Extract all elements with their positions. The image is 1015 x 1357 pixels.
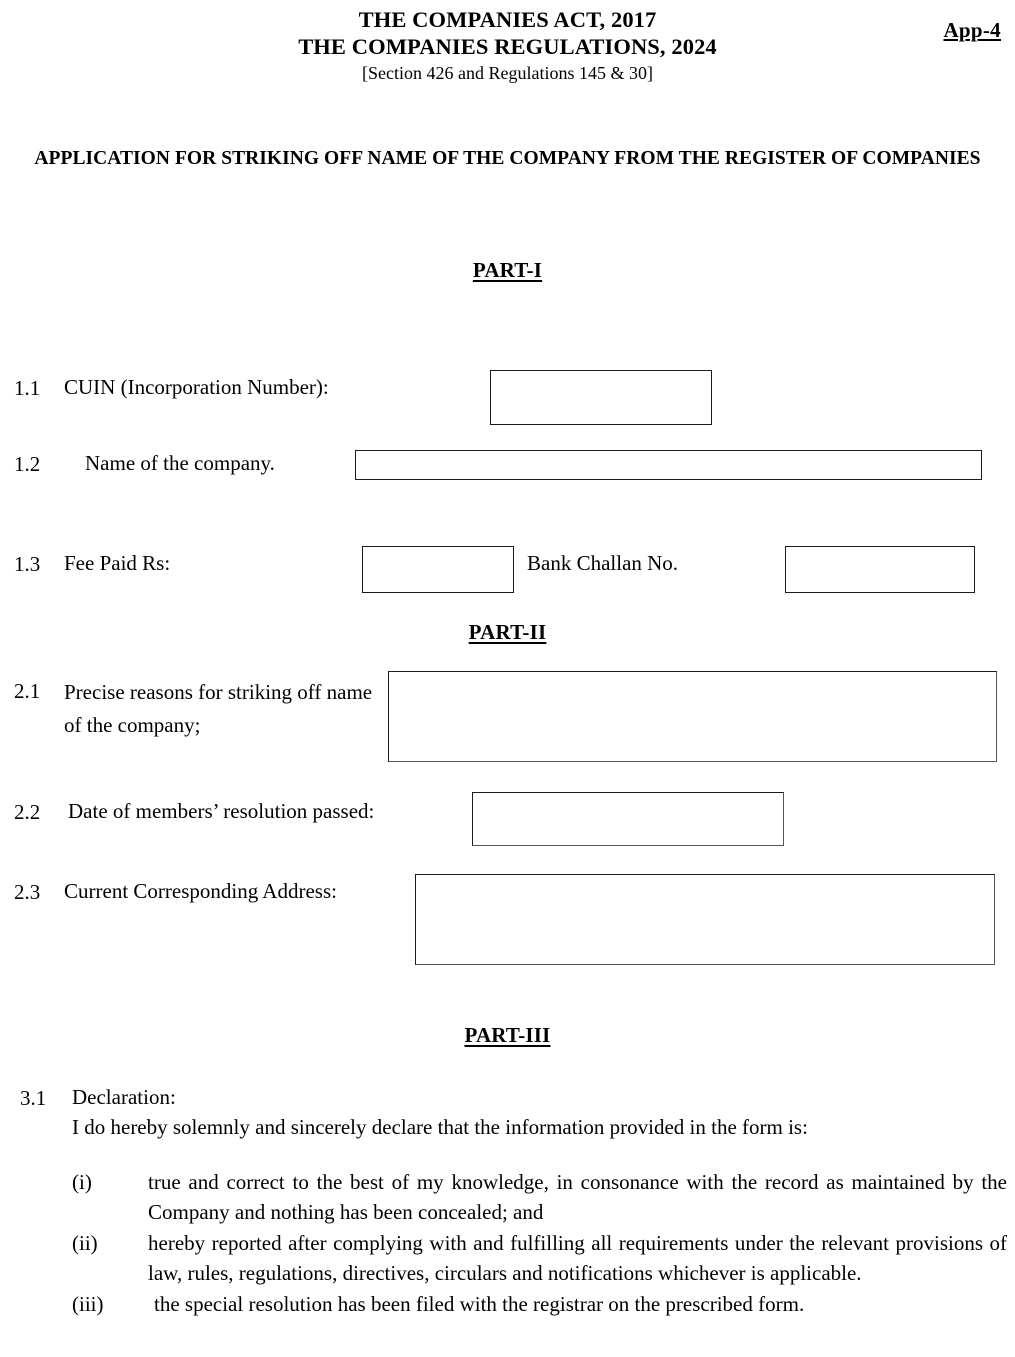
list-item-text: hereby reported after complying with and fulfilling all requirements under the relevant provisions of law, rules, regulations, directives, circulars and notifications whichever is applicable. bbox=[148, 1231, 1007, 1285]
field-label-bank-challan: Bank Challan No. bbox=[527, 551, 679, 575]
page-title: APPLICATION FOR STRIKING OFF NAME OF THE COMPANY FROM THE REGISTER OF COMPANIES bbox=[34, 148, 981, 169]
part-one-heading-text: PART-I bbox=[472, 258, 543, 282]
declaration-intro-text: I do hereby solemnly and sincerely declare that the information provided in the form is: bbox=[72, 1115, 808, 1139]
list-item bbox=[0, 1229, 1015, 1288]
field-label-cuin: CUIN (Incorporation Number): bbox=[64, 375, 329, 399]
list-item-marker: (i) bbox=[72, 1170, 92, 1194]
list-item bbox=[0, 1168, 1015, 1227]
declaration-label: Declaration: bbox=[72, 1085, 176, 1109]
field-label-current-address: Current Corresponding Address: bbox=[64, 879, 337, 903]
field-number-2-2: 2.2 bbox=[14, 800, 41, 824]
field-number-2-1: 2.1 bbox=[14, 679, 41, 703]
field-label-precise-reasons: Precise reasons for striking off name of the company; bbox=[64, 680, 373, 737]
list-item-marker: (ii) bbox=[72, 1231, 98, 1255]
part-one-heading bbox=[0, 258, 1015, 283]
field-label-fee-paid: Fee Paid Rs: bbox=[64, 551, 171, 575]
field-label-company-name: Name of the company. bbox=[85, 451, 275, 475]
list-item bbox=[0, 1290, 1015, 1320]
section-reference: [Section 426 and Regulations 145 & 30] bbox=[362, 63, 653, 83]
declaration-items-list bbox=[0, 1168, 1015, 1316]
part-three-heading-text: PART-III bbox=[464, 1023, 551, 1047]
list-item-text: the special resolution has been filed with the registrar on the prescribed form. bbox=[154, 1292, 805, 1316]
bank-challan-input[interactable] bbox=[785, 546, 975, 593]
current-address-input[interactable] bbox=[415, 874, 995, 965]
part-three-heading bbox=[0, 1023, 1015, 1048]
list-item-text: true and correct to the best of my knowledge, in consonance with the record as maintained by the Company and nothing has been concealed; and bbox=[148, 1170, 1007, 1224]
field-number-3-1: 3.1 bbox=[20, 1086, 47, 1110]
act-title: THE COMPANIES ACT, 2017 bbox=[358, 7, 657, 32]
field-number-1-2: 1.2 bbox=[14, 452, 41, 476]
part-two-heading bbox=[0, 620, 1015, 645]
precise-reasons-input[interactable] bbox=[388, 671, 997, 762]
appendix-tag: App-4 bbox=[943, 18, 1001, 42]
list-item-marker: (iii) bbox=[72, 1292, 104, 1316]
fee-paid-input[interactable] bbox=[362, 546, 514, 593]
company-name-input[interactable] bbox=[355, 450, 982, 480]
part-two-heading-text: PART-II bbox=[468, 620, 547, 644]
field-label-resolution-date: Date of members’ resolution passed: bbox=[68, 799, 375, 823]
field-number-2-3: 2.3 bbox=[14, 880, 41, 904]
regulations-title: THE COMPANIES REGULATIONS, 2024 bbox=[298, 34, 717, 59]
field-number-1-1: 1.1 bbox=[14, 376, 41, 400]
resolution-date-input[interactable] bbox=[472, 792, 784, 846]
cuin-input[interactable] bbox=[490, 370, 712, 425]
field-number-1-3: 1.3 bbox=[14, 552, 41, 576]
document-header bbox=[0, 6, 1015, 86]
